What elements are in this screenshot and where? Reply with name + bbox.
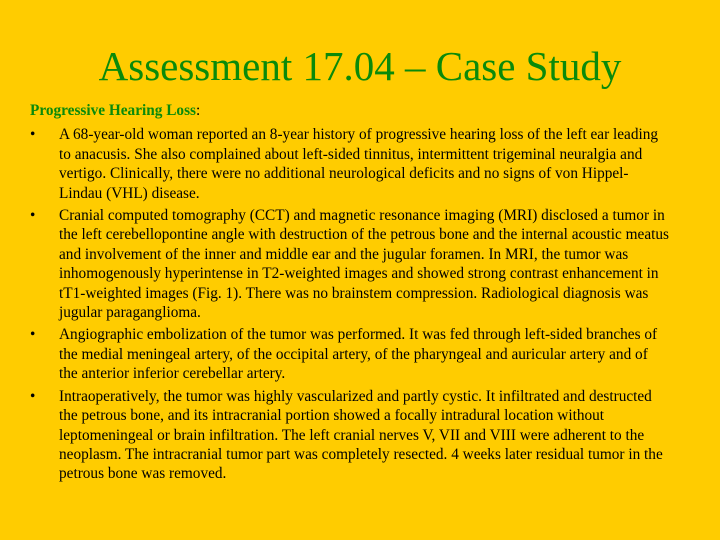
bullet-dot-icon: • [30,326,36,344]
bullet-text: A 68-year-old woman reported an 8-year history of progressive hearing loss of the left ear leading to anacusis. She also complained about left-sided tinnitus, intermittent trigeminal neuralgia and vertigo. Clinically, there were no additional neurological deficits and no signs of von Hippel-Lindau (VHL) disease. [59,126,659,202]
subheading-colon: : [196,102,201,119]
bullet-dot-icon: • [30,126,36,144]
section-subheading [30,101,670,120]
bullet-item [30,206,670,322]
bullet-dot-icon: • [30,207,36,225]
bullet-item [30,125,670,203]
bullet-text: Angiographic embolization of the tumor was performed. It was fed through left-sided branches of the medial meningeal artery, of the occipital artery, of the pharyngeal and auricular artery and of the anterior inferior cerebellar artery. [59,326,658,383]
subheading-text: Progressive Hearing Loss [30,102,196,119]
bullet-item [30,387,670,484]
slide-title: Assessment 17.04 – Case Study [98,43,622,89]
bullet-item [30,325,670,383]
bullet-text: Cranial computed tomography (CCT) and magnetic resonance imaging (MRI) disclosed a tumor in the left cerebellopontine angle with destruction of the petrous bone and the internal acoustic meatus and involvement of the inner and middle ear and the jugular foramen. In MRI, the tumor was inhomogenously hyperintense in T2-weighted images and showed strong contrast enhancement in tT1-weighted images (Fig. 1). There was no brainstem compression. Radiological diagnosis was jugular paraganglioma. [59,207,669,322]
slide-content [30,101,670,487]
bullet-text: Intraoperatively, the tumor was highly vascularized and partly cystic. It infiltrated and destructed the petrous bone, and its intracranial portion showed a focally intradural location without leptomeningeal or brain infiltration. The left cranial nerves V, VII and VIII were adherent to the neoplasm. The intracranial tumor part was completely resected. 4 weeks later residual tumor in the petrous bone was removed. [59,387,663,483]
bullet-list [30,125,670,483]
bullet-dot-icon: • [30,387,36,405]
